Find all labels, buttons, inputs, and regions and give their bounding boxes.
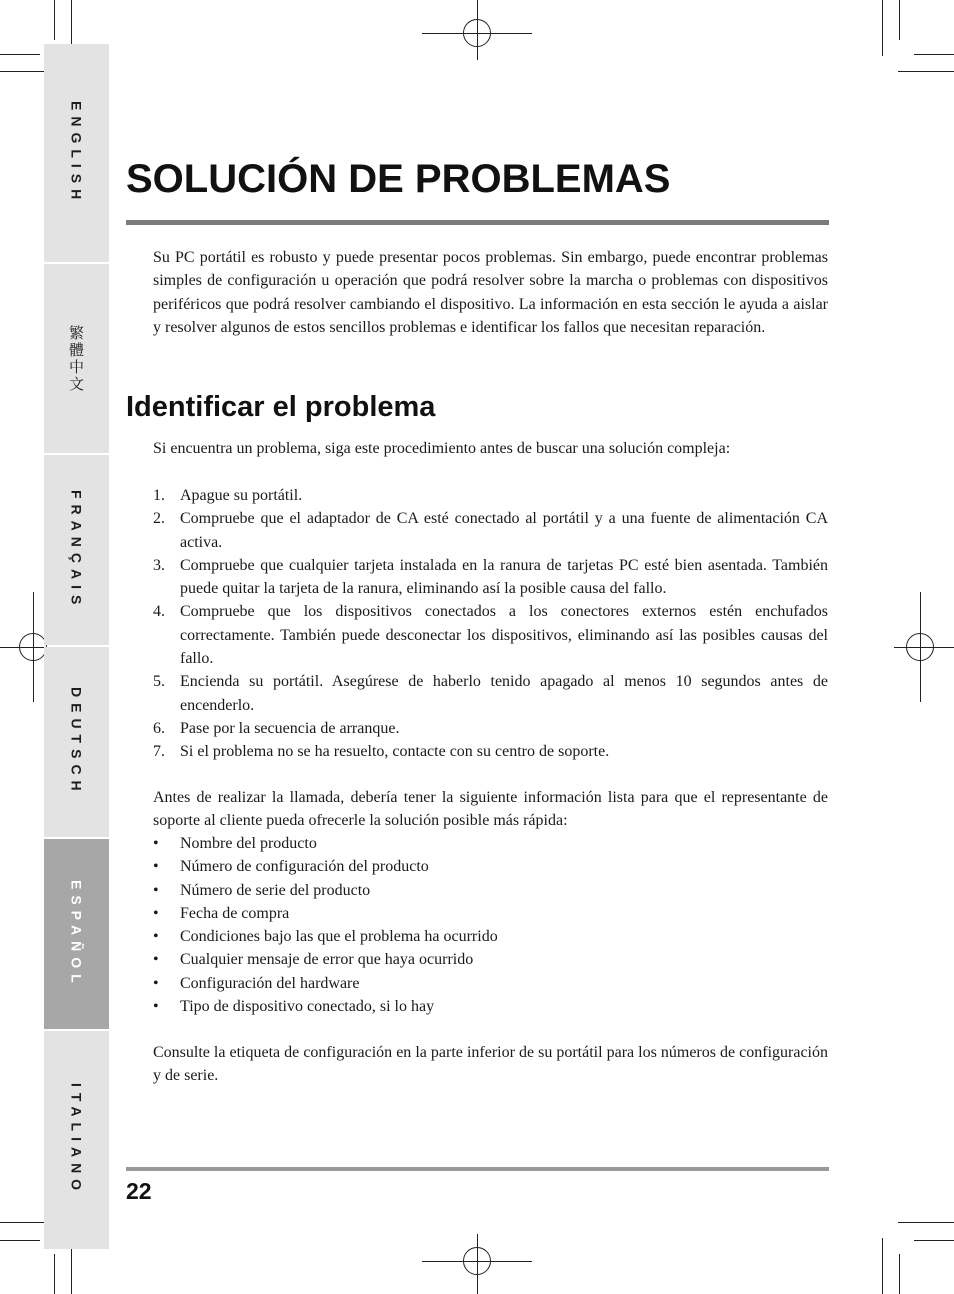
tab-label: FRANÇAIS	[68, 489, 85, 611]
bullet-icon: •	[153, 951, 159, 969]
step-text: Compruebe que los dispositivos conectados a los conectores externos estén enchufados correctamente. También puede desconectar los dispositivos, eliminando así las posibles causas del fallo.	[180, 603, 828, 668]
intro-paragraph: Su PC portátil es robusto y puede presentar pocos problemas. Sin embargo, puede encontrar problemas simples de configuración u operación que podrá resolver sobre la marcha o problemas con dispositivos periféricos que podrá resolver cambiando el dispositivo. La información en esta sección le ayuda a aislar y resolver algunos de estos sencillos problemas e identificar los fallos que necesitan reparación.	[153, 249, 828, 336]
section-heading: Identificar el problema	[126, 391, 436, 423]
closing-paragraph: Consulte la etiqueta de configuración en la parte inferior de su portátil para los números de configuración y de serie.	[153, 1044, 828, 1085]
tab-label: ESPAÑOL	[68, 879, 85, 989]
list-item	[153, 948, 828, 971]
tab-french[interactable]	[44, 455, 109, 645]
crop-mark	[882, 0, 883, 56]
step-number: 4.	[153, 603, 165, 621]
bullet-text: Nombre del producto	[180, 835, 317, 852]
crop-mark	[898, 1222, 954, 1223]
tab-german[interactable]	[44, 647, 109, 837]
registration-mark	[906, 633, 934, 661]
crop-mark	[0, 54, 40, 55]
tab-label: DEUTSCH	[68, 687, 85, 797]
bullet-text: Fecha de compra	[180, 904, 290, 922]
step-number: 7.	[153, 743, 165, 761]
crop-mark	[54, 1254, 55, 1294]
page-title: SOLUCIÓN DE PROBLEMAS	[126, 157, 671, 201]
crop-mark	[882, 1238, 883, 1294]
page-number: 22	[126, 1178, 152, 1204]
step-number: 3.	[153, 556, 165, 574]
list-item	[153, 995, 828, 1018]
registration-mark	[19, 633, 47, 661]
step-number: 5.	[153, 673, 165, 691]
bullet-text: Configuración del hardware	[180, 974, 360, 992]
list-item	[153, 832, 828, 855]
list-item	[153, 507, 828, 554]
bullet-text: Cualquier mensaje de error que haya ocurrido	[180, 951, 474, 969]
bullet-text: Condiciones bajo las que el problema ha ocurrido	[180, 928, 498, 946]
list-item	[153, 902, 828, 925]
footer-rule	[126, 1167, 829, 1171]
bullet-icon: •	[153, 904, 159, 922]
before-call-paragraph: Antes de realizar la llamada, debería tener la siguiente información lista para que el representante de soporte al cliente pueda ofrecerle la solución posible más rápida:	[153, 789, 828, 830]
bullet-icon: •	[153, 881, 159, 899]
tab-spanish[interactable]	[44, 839, 109, 1029]
list-item	[153, 600, 828, 670]
step-text: Pase por la secuencia de arranque.	[180, 719, 400, 737]
step-text: Compruebe que cualquier tarjeta instalada en la ranura de tarjetas PC esté bien asentada. También puede quitar la tarjeta de la ranura, eliminando así la posible causa del fallo.	[180, 556, 828, 598]
list-item	[153, 925, 828, 948]
tab-english[interactable]	[44, 44, 109, 262]
list-item	[153, 484, 828, 507]
crop-mark	[914, 54, 954, 55]
list-item	[153, 879, 828, 902]
bullet-icon: •	[153, 835, 159, 852]
list-item	[153, 670, 828, 717]
list-item	[153, 717, 828, 740]
tab-label: 繁體中文	[67, 324, 85, 393]
list-item	[153, 740, 828, 763]
steps-list	[153, 484, 828, 764]
tab-label: ITALIANO	[68, 1083, 85, 1197]
tab-traditional-chinese[interactable]	[44, 264, 109, 453]
bullet-icon: •	[153, 928, 159, 946]
crop-mark	[899, 0, 900, 40]
crop-mark	[0, 1240, 40, 1241]
bullet-icon: •	[153, 998, 159, 1016]
crop-mark	[898, 71, 954, 72]
list-item	[153, 554, 828, 601]
bullet-text: Número de configuración del producto	[180, 858, 429, 876]
crop-mark	[914, 1240, 954, 1241]
step-number: 2.	[153, 510, 165, 528]
bullet-icon: •	[153, 974, 159, 992]
step-number: 6.	[153, 719, 165, 737]
bullet-text: Tipo de dispositivo conectado, si lo hay	[180, 998, 435, 1016]
language-tabs	[44, 44, 109, 1249]
step-text: Compruebe que el adaptador de CA esté conectado al portátil y a una fuente de alimentación CA activa.	[180, 510, 828, 551]
step-text: Apague su portátil.	[180, 487, 303, 504]
bullet-icon: •	[153, 858, 159, 876]
section-intro: Si encuentra un problema, siga este procedimiento antes de buscar una solución compleja:	[153, 440, 731, 457]
registration-mark	[463, 1247, 491, 1275]
tab-italian[interactable]	[44, 1031, 109, 1249]
info-bullet-list	[153, 832, 828, 1018]
step-text: Encienda su portátil. Asegúrese de haberlo tenido apagado al menos 10 segundos antes de encenderlo.	[180, 673, 828, 714]
step-text: Si el problema no se ha resuelto, contacte con su centro de soporte.	[180, 743, 610, 761]
list-item	[153, 855, 828, 878]
list-item	[153, 972, 828, 995]
title-rule	[126, 220, 829, 225]
tab-label: ENGLISH	[68, 100, 85, 206]
registration-mark	[463, 19, 491, 47]
bullet-text: Número de serie del producto	[180, 881, 371, 899]
crop-mark	[54, 0, 55, 40]
crop-mark	[899, 1254, 900, 1294]
step-number: 1.	[153, 487, 165, 504]
